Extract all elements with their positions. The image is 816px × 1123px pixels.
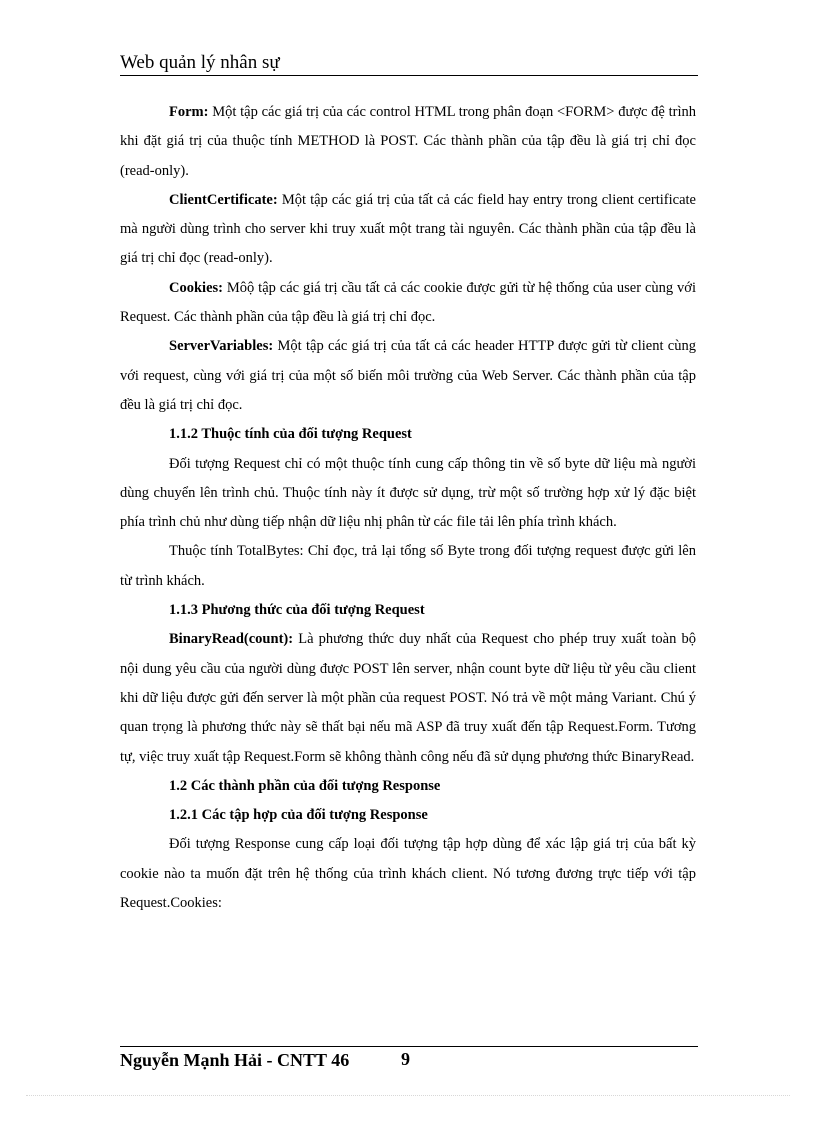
footer-author: Nguyễn Mạnh Hải - CNTT 46 [120,1050,350,1070]
term-form: Form: [169,104,209,120]
text-server-variables: Một tập các giá trị của tất cả các header HTTP được gửi từ client cùng với request, cùng với giá trị của một số biến môi trường của Web Server. Các thành phần của tập đều là giá trị chỉ đọc. [120,338,696,413]
text-client-certificate: Một tập các giá trị của tất cả các field hay entry trong client certificate mà người dùng trình cho server khi truy xuất một trang tài nguyên. Các thành phần của tập đều là giá trị chỉ đọc (read-only). [120,191,696,267]
paragraph-total-bytes: Thuộc tính TotalBytes: Chỉ đọc, trả lại tổng số Byte trong đối tượng request được gửi lên từ trình khách. [120,543,696,589]
term-cookies: Cookies: [169,279,223,296]
page-number: 9 [401,1049,410,1069]
page-edge-dots [26,1095,790,1096]
heading-1-1-3: 1.1.3 Phương thức của đối tượng Request [169,602,425,619]
paragraph-binary-read [120,625,696,771]
paragraph-request-property: Đối tượng Request chỉ có một thuộc tính cung cấp thông tin về số byte dữ liệu mà người dùng chuyển lên trình chủ. Thuộc tính này ít được sử dụng, trừ một số trường hợp xử lý đặc biệt phía trình chủ như dùng tiếp nhận dữ liệu nhị phân từ các file tải lên phía trình khách. [120,455,696,531]
heading-1-1-2: 1.1.2 Thuộc tính của đối tượng Request [169,426,412,443]
term-server-variables: ServerVariables: [169,338,274,355]
term-client-certificate: ClientCertificate: [169,191,278,208]
heading-1-2-1: 1.2.1 Các tập hợp của đối tượng Response [169,807,428,824]
header-divider [120,75,698,76]
text-form: Một tập các giá trị của các control HTML trong phân đoạn <FORM> được đệ trình khi đặt giá trị của thuộc tính METHOD là POST. Các thành phần của tập đều là giá trị chỉ đọc (read-only). [120,104,696,179]
text-cookies: Môộ tập các giá trị cầu tất cả các cookie được gửi từ hệ thống của user cùng với Request. Các thành phần của tập đều là giá trị chỉ đọc. [120,279,696,326]
paragraph-response-cookies: Đối tượng Response cung cấp loại đối tượng tập hợp dùng để xác lập giá trị của bất kỳ cookie nào ta muốn đặt trên hệ thống của trình khách client. Nó tương đương trực tiếp với tập Request.Cookies: [120,836,696,912]
paragraph-client-certificate [120,186,696,274]
paragraph-form [120,98,696,186]
heading-1-2: 1.2 Các thành phần của đối tượng Response [169,777,441,794]
text-binary-read: Là phương thức duy nhất của Request cho phép truy xuất toàn bộ nội dung yêu cầu của người dùng được POST lên server, nhận count byte dữ liệu từ yêu cầu client khi dữ liệu được gửi đến server là một phần của request POST. Nó trả về một mảng Variant. Chú ý quan trọng là phương thức này sẽ thất bại nếu mã ASP đã truy xuất đến tập Request.Form. Tương tự, việc truy xuất tập Request.Form sẽ không thành công nếu đã sử dụng phương thức BinaryRead. [120,631,696,765]
page-header-title: Web quản lý nhân sự [120,52,280,73]
document-body [120,98,696,918]
paragraph-server-variables [120,332,696,420]
paragraph-cookies [120,274,696,333]
term-binary-read: BinaryRead(count): [169,631,294,648]
footer-divider [120,1046,698,1047]
